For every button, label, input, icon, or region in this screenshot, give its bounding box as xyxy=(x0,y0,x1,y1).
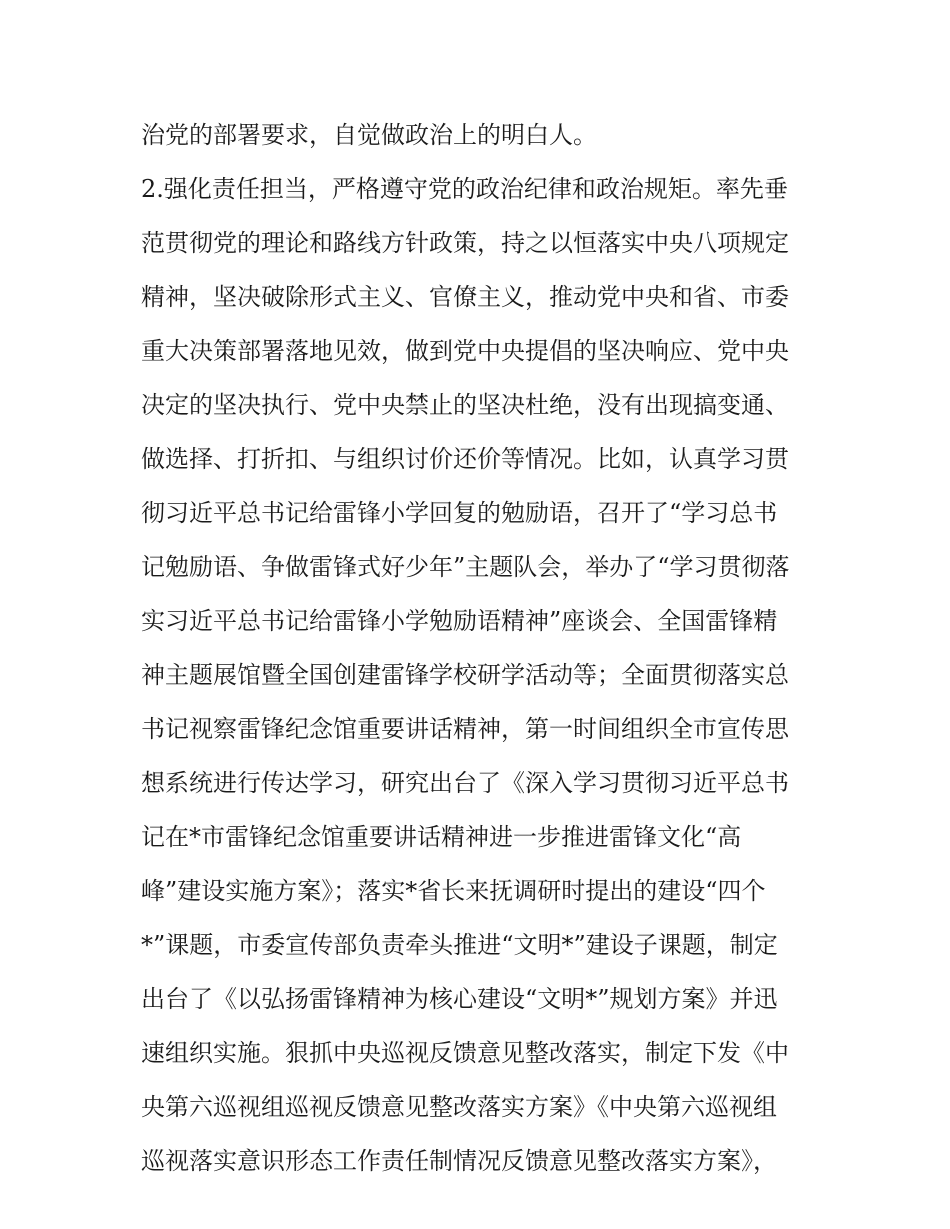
text-line: 记在*市雷锋纪念馆重要讲话精神进一步推进雷锋文化“高 xyxy=(141,823,742,851)
text-line: *”课题，市委宣传部负责牵头推进“文明*”建设子课题，制定 xyxy=(141,931,778,959)
text-line: 范贯彻党的理论和路线方针政策，持之以恒落实中央八项规定 xyxy=(141,229,789,257)
text-line: 出台了《以弘扬雷锋精神为核心建设“文明*”规划方案》并迅 xyxy=(141,985,778,1013)
text-line: 做选择、打折扣、与组织讨价还价等情况。比如，认真学习贯 xyxy=(141,445,789,473)
text-line: 彻习近平总书记给雷锋小学回复的勉励语，召开了“学习总书 xyxy=(141,499,778,527)
text-line: 央第六巡视组巡视反馈意见整改落实方案》《中央第六巡视组 xyxy=(141,1093,777,1121)
text-line: 神主题展馆暨全国创建雷锋学校研学活动等；全面贯彻落实总 xyxy=(141,661,789,689)
text-line: 想系统进行传达学习，研究出台了《深入学习贯彻习近平总书 xyxy=(141,769,789,797)
text-line: 记勉励语、争做雷锋式好少年”主题队会，举办了“学习贯彻落 xyxy=(141,553,790,581)
text-line: 巡视落实意识形态工作责任制情况反馈意见整改落实方案》， xyxy=(141,1147,777,1175)
text-line: 峰”建设实施方案》；落实*省长来抚调研时提出的建设“四个 xyxy=(141,877,766,905)
text-line: 书记视察雷锋纪念馆重要讲话精神，第一时间组织全市宣传思 xyxy=(141,715,789,743)
text-line: 精神，坚决破除形式主义、官僚主义，推动党中央和省、市委 xyxy=(141,283,789,311)
text-line: 决定的坚决执行、党中央禁止的坚决杜绝，没有出现搞变通、 xyxy=(141,391,789,419)
text-line: 重大决策部署落地见效，做到党中央提倡的坚决响应、党中央 xyxy=(141,337,789,365)
text-line: 实习近平总书记给雷锋小学勉励语精神”座谈会、全国雷锋精 xyxy=(141,607,778,635)
text-line: 速组织实施。狠抓中央巡视反馈意见整改落实，制定下发《中 xyxy=(141,1039,789,1067)
text-line: 治党的部署要求，自觉做政治上的明白人。 xyxy=(141,121,597,149)
text-line: 2.强化责任担当，严格遵守党的政治纪律和政治规矩。率先垂 xyxy=(141,175,788,203)
body-text xyxy=(141,108,821,1188)
